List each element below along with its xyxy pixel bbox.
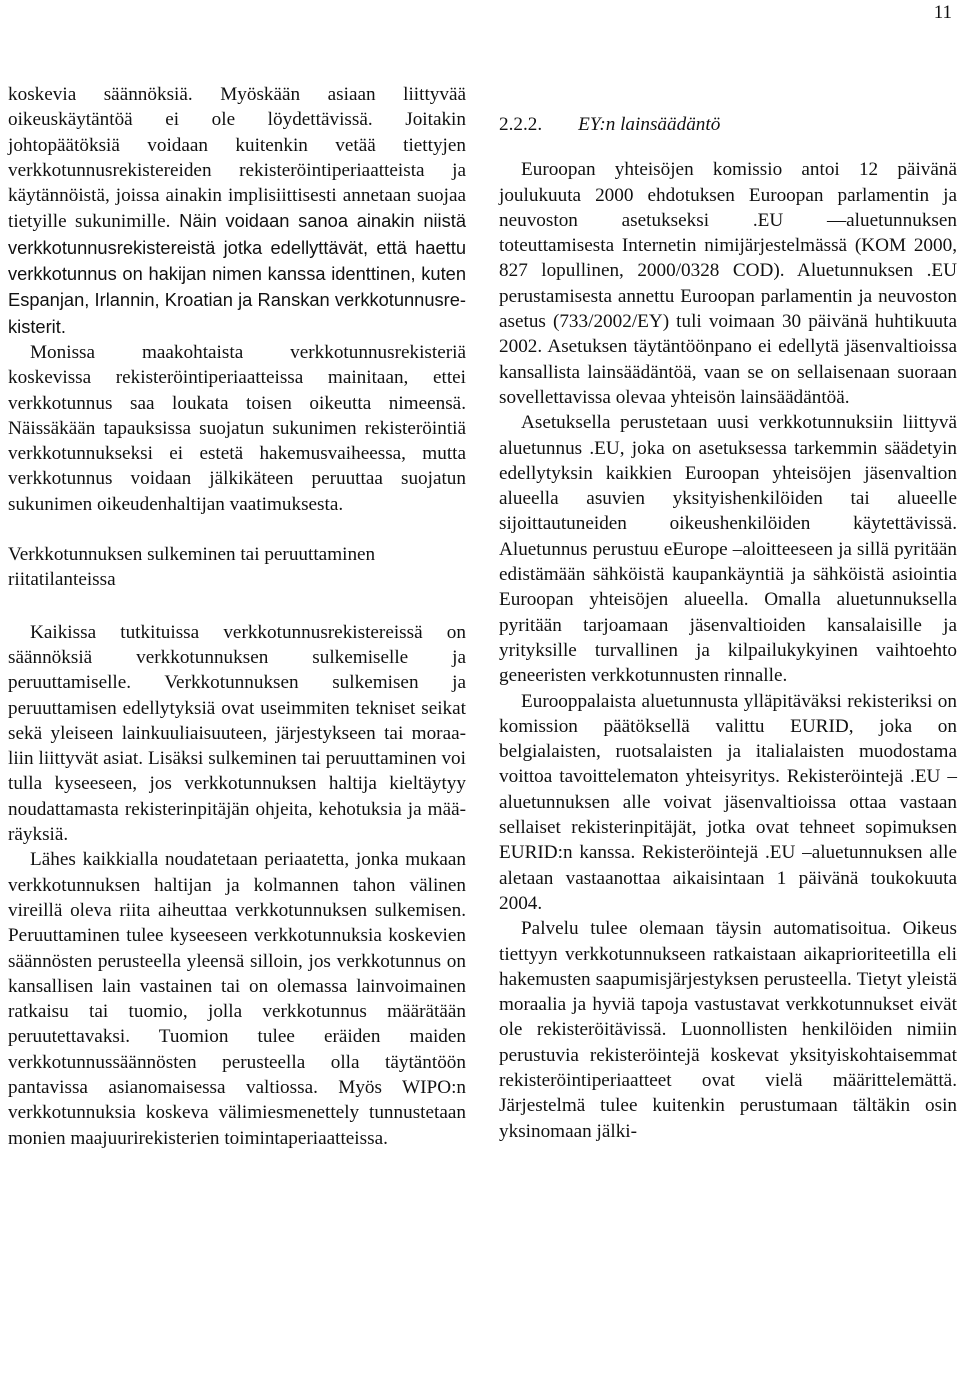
- right-paragraph-1: Euroopan yhteisöjen komissio antoi 12 päivänä joulukuuta 2000 ehdotuksen Euroopan parlamentin ja neuvoston asetukseksi .EU —aluetunnuksen toteuttamisesta Internetin nimijärjestelmässä (KOM 2000, 827 lopullinen, 2000/0328 COD). Aluetunnuksen .EU perustamisesta annettu Euroopan parlamentin ja neuvoston asetus (733/2002/EY) tuli voimaan 30 päivänä huhtikuuta 2002. Asetuksen täytäntöönpano ei edellytä jäsenvaltioissa kansallista lainsäädäntöä, vaan se on sellaisenaan suoraan sovellettavissa olevaa yhteisön lainsäädäntöä.: [499, 159, 957, 408]
- left-paragraph-4: Lähes kaikkialla noudatetaan periaatetta, jonka mukaan verkkotunnuksen haltijan ja kolmannen tahon välinen vireillä oleva riita aiheuttaa verkkotunnuksen sulkemisen. Peruuttaminen tulee kyseeseen verkkotunnuksia koskevien säännösten perusteella yleensä silloin, jos verkkotunnus on kansallisen lain vastainen tai on olemassa lainvoimainen ratkaisu tai tuomio, jolla verkkotunnus määrätään peruutettavaksi. Tuomion tulee eräiden maiden verkkotunnussäännösten perusteella olla täytäntöön pantavissa asianomaisessa valtiossa. Myös WIPO:n verkkotunnuksia koskeva välimiesmenettely tunnustetaan monien maajuurirekisterien toimintaperiaatteissa.: [8, 849, 466, 1149]
- right-paragraph-3: Eurooppalaista aluetunnusta ylläpitäväksi rekisteriksi on komission päätöksellä valittu EURID, joka on belgialaisten, ruotsalaisten ja italialaisten muodostama voittoa tavoittelematon yhteisyritys. Rekisteröintejä .EU – aluetunnuksen alle voivat jäsenvaltioissa ottaa vastaan sellaiset rekisterinpitäjät, jotka ovat tehneet sopimuksen EURID:n kanssa. Rekisteröintejä .EU –aluetunnuksen alle aletaan vastaanottaa aikaisintaan 1 päivänä toukokuuta 2004.: [499, 690, 957, 914]
- right-column: [499, 112, 957, 1144]
- section-number: 2.2.2.: [499, 114, 543, 135]
- left-paragraph-3: Kaikissa tutkituissa verkkotunnusrekistereissä on säännöksiä verkkotunnuksen sulkemiselle ja peruuttamiselle. Verkkotunnuksen sulkemisen ja peruuttamisen edellytyksiä ovat useimmiten tekniset seikat sekä yleiseen lainkuuliaisuuteen, järjestykseen tai moraaliin liittyvät asiat. Lisäksi sulkeminen tai peruuttaminen voi tulla kyseeseen, jos verkkotunnuksen haltija kieltäytyy noudattamasta rekisterinpitäjän ohjeita, kehotuksia ja määräyksiä.: [8, 621, 466, 846]
- left-paragraph-1-text: koskevia säännöksiä. Myöskään asiaan liittyvää oikeuskäytäntöä ei ole löydettävissä. Joitakin johtopäätöksiä voidaan kuitenkin vetää tiettyjen verkkotunnusrekistereiden rekisteröintiperiaatteista ja käytännöistä, joissa ainakin implisiittisesti annetaan suojaa tietyille sukunimille.: [8, 84, 466, 233]
- right-paragraph-4: Palvelu tulee olemaan täysin automatisoitua. Oikeus tiettyyn verkkotunnukseen ratkaistaan aikaprioriteetilla eli hakemusten saapumisjärjestyksen perusteella. Tietyt yleistä moraalia ja hyviä tapoja vastustavat verkkotunnukset eivät ole rekisteröitävissä. Luonnollisten henkilöiden nimiin perustuvia rekisteröintejä koskevat yksityiskohtaisemmat rekisteröintiperiaatteet ovat vielä määrittelemättä. Järjestelmä tulee kuitenkin perustumaan tältäkin osin yksinomaan jälki-: [499, 918, 957, 1142]
- page-number: 11: [933, 2, 952, 23]
- left-paragraph-1: [8, 82, 466, 340]
- left-column: [8, 82, 466, 1151]
- left-paragraph-2-rest-text: Näissäkään tapauksissa suojatun sukunimen rekisteröintiä verkkotunnukseksi ei estetä hakemusvaiheessa, mutta verkkotunnus voidaan jälkikäteen peruuttaa suojatun sukunimen oikeudenhaltijan vaatimuksesta.: [8, 417, 466, 515]
- left-subheading: Verkkotunnuksen sulkeminen tai peruuttaminen riitatilanteissa: [8, 544, 376, 591]
- left-paragraph-2: [8, 340, 466, 517]
- left-paragraph-1-sans-text: Näin voidaan sanoa ainakin niistä verkkotunnusrekistereistä jotka edellyttävät, että haettu verkkotunnus on hakijan nimen kanssa identtinen, kuten Espanjan, Irlannin, Kroatian ja Ranskan verkkotunnusrekisterit.: [8, 210, 466, 337]
- section-title: EY:n lainsäädäntö: [578, 114, 721, 135]
- right-paragraph-2: Asetuksella perustetaan uusi verkkotunnuksiin liittyvä aluetunnus .EU, joka on asetuksessa tarkemmin säädetyin edellytyksin kaikkien Euroopan yhteisöjen jäsenvaltion alueella asuvien yksityishenkilöiden tai alueelle sijoittautuneiden oikeushenkilöiden käytettävissä. Aluetunnus perustuu eEurope –aloitteeseen ja sillä pyritään edistämään sähköistä kaupankäyntiä ja sähköistä asiointia Euroopan yhteisöjen alueella. Omalla aluetunnuksella pyritään tarjoamaan jäsenvaltioiden kansalaisille ja yrityksille turvallinen ja kilpailukykyinen vaihtoehto geneeristen verkkotunnusten rinnalle.: [499, 412, 957, 687]
- section-heading: [499, 112, 957, 137]
- left-paragraph-2-text: Monissa maakohtaista verkkotunnusrekisteriä koskevissa rekisteröintiperiaatteissa mainitaan, ettei verkkotunnus saa loukata toisen oikeutta nimeensä.: [8, 341, 466, 414]
